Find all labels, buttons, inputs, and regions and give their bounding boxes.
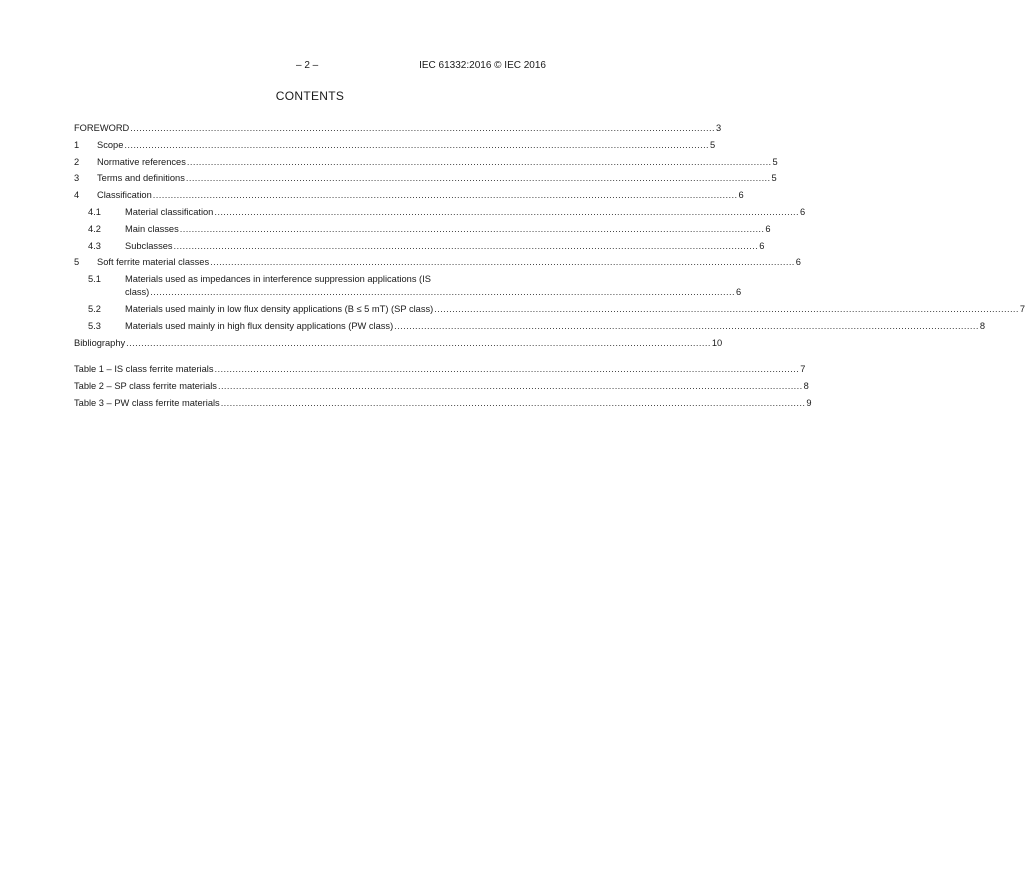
toc-leader: .................................................................................................................................................................................................... (173, 240, 759, 251)
toc-page: 10 (711, 337, 723, 348)
toc-entry-bibliography[interactable] (74, 337, 723, 355)
table-entry-page: 9 (806, 397, 812, 408)
toc-text: Normative references (97, 156, 186, 167)
toc-page: 6 (735, 287, 742, 298)
toc-page: 5 (772, 156, 778, 167)
toc-text: Materials used mainly in high flux density applications (PW class) (125, 320, 394, 331)
toc-leader: .................................................................................................................................................................................................... (434, 303, 1019, 314)
toc-entry-main-classes[interactable] (74, 223, 771, 241)
toc-number: 5.2 (88, 303, 101, 314)
toc-page: 6 (795, 257, 801, 268)
toc-leader: .................................................................................................................................................................................................... (186, 156, 772, 167)
table-entry-text: Table 1 – IS class ferrite materials (74, 364, 214, 374)
toc-number: 3 (74, 173, 80, 184)
toc-leader: .................................................................................................................................................................................................... (124, 139, 710, 150)
toc-entry-soft-ferrite-material-classes[interactable] (74, 257, 801, 274)
table-entry-text: Table 3 – PW class ferrite materials (74, 397, 220, 408)
toc-entry-foreword[interactable] (74, 123, 722, 140)
toc-page: 6 (759, 240, 765, 251)
toc-text: Bibliography (74, 337, 126, 348)
contents-title: CONTENTS (275, 89, 345, 103)
toc-leader: .................................................................................................................................................................................................... (179, 223, 765, 234)
toc-number: 1 (74, 139, 80, 150)
toc-text: Classification (97, 190, 152, 201)
toc-number: 5.1 (88, 274, 101, 285)
toc-number: 5.3 (88, 320, 101, 331)
toc-page: 5 (710, 139, 716, 150)
toc-entry-sp-class-materials[interactable] (74, 303, 1025, 321)
toc-leader: .................................................................................................................................................................................................... (210, 257, 795, 268)
toc-leader: .................................................................................................................................................................................................... (217, 380, 803, 391)
toc-leader: .................................................................................................................................................................................................... (130, 123, 715, 133)
toc-number: 4.2 (88, 223, 101, 234)
toc-leader: .................................................................................................................................................................................................... (185, 173, 771, 184)
table-entry-page: 7 (800, 364, 806, 374)
toc-number: 4 (74, 190, 80, 201)
table-entry-text: Table 2 – SP class ferrite materials (74, 380, 217, 391)
toc-number: 5 (74, 257, 80, 268)
table-entry-page: 8 (803, 380, 809, 391)
toc-text: FOREWORD (74, 123, 130, 133)
toc-leader: .................................................................................................................................................................................................... (220, 397, 806, 408)
toc-entry-normative-references[interactable] (74, 156, 778, 174)
toc-text: Scope (97, 139, 124, 150)
toc-entry-terms-and-definitions[interactable] (74, 173, 777, 190)
toc-entry-scope[interactable] (74, 139, 716, 157)
toc-number: 2 (74, 156, 80, 167)
toc-page: 5 (771, 173, 777, 184)
toc-number: 4.1 (88, 206, 101, 217)
toc-leader: .................................................................................................................................................................................................... (150, 287, 735, 298)
toc-text: Main classes (125, 223, 179, 234)
toc-leader: .................................................................................................................................................................................................... (126, 337, 711, 348)
toc-entry-material-classification[interactable] (74, 206, 806, 224)
toc-text-continued: class) (125, 287, 150, 298)
toc-page: 6 (765, 223, 771, 234)
page-number-header: – 2 – (296, 60, 319, 71)
toc-text: Materials used as impedances in interference suppression applications (IS (125, 274, 431, 285)
toc-page: 3 (715, 123, 722, 133)
toc-page: 6 (738, 190, 744, 201)
toc-text: Materials used mainly in low flux density applications (B ≤ 5 mT) (SP class) (125, 303, 434, 314)
table-entry-1[interactable] (74, 364, 806, 381)
toc-entry-classification[interactable] (74, 190, 744, 207)
toc-leader: .................................................................................................................................................................................................... (214, 206, 800, 217)
toc-page: 6 (800, 206, 806, 217)
list-of-tables (74, 364, 812, 414)
toc-entry-pw-class-materials[interactable] (74, 320, 986, 338)
table-entry-2[interactable] (74, 380, 809, 398)
toc-text: Terms and definitions (97, 173, 185, 184)
toc-text: Subclasses (125, 240, 173, 251)
table-of-contents (74, 123, 1025, 354)
toc-leader: .................................................................................................................................................................................................... (152, 190, 738, 201)
toc-page: 7 (1019, 303, 1025, 314)
toc-entry-subclasses[interactable] (74, 240, 765, 258)
toc-number: 4.3 (88, 240, 101, 251)
toc-page: 8 (979, 320, 986, 331)
document-reference-header: IEC 61332:2016 © IEC 2016 (419, 60, 546, 71)
toc-entry-is-class-materials[interactable] (74, 274, 742, 304)
toc-leader: .................................................................................................................................................................................................... (214, 364, 800, 374)
table-entry-3[interactable] (74, 397, 812, 415)
toc-text: Soft ferrite material classes (97, 257, 210, 268)
toc-leader: .................................................................................................................................................................................................... (394, 320, 979, 331)
toc-text: Material classification (125, 206, 214, 217)
